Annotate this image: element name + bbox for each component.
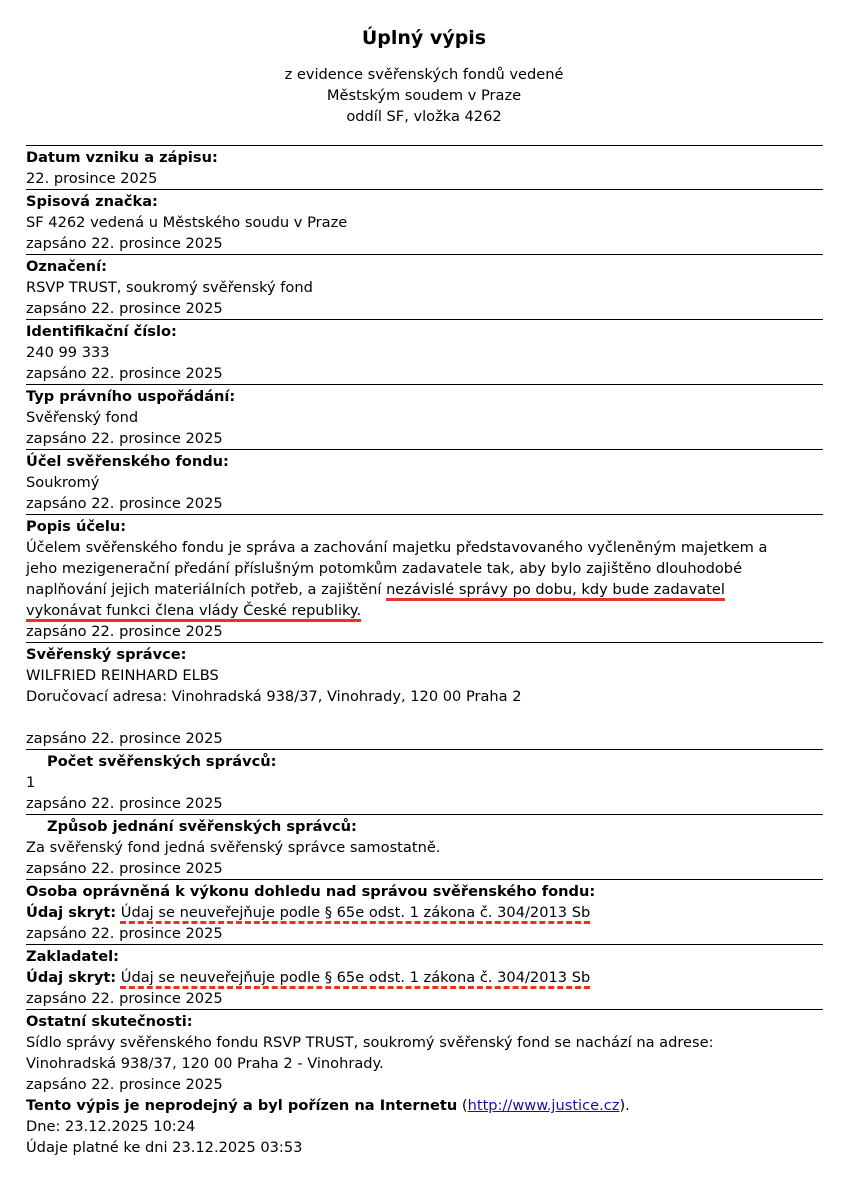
record-date: zapsáno 22. prosince 2025 [26, 1076, 223, 1093]
highlighted-text: nezávislé správy po dobu, kdy bude zadavatel [386, 581, 725, 598]
footer-notice-line [26, 1095, 823, 1116]
record-spisova-znacka [26, 189, 823, 254]
record-value: RSVP TRUST, soukromý svěřenský fond [26, 279, 313, 296]
spacer [26, 707, 823, 728]
record-value: 240 99 333 [26, 344, 110, 361]
highlighted-text: vykonávat funkci člena vlády České republiky. [26, 602, 362, 619]
record-label: Datum vzniku a zápisu: [26, 149, 218, 166]
record-zpusob-jednani [26, 814, 823, 879]
spravce-adresa: Doručovací adresa: Vinohradská 938/37, Vinohrady, 120 00 Praha 2 [26, 688, 522, 705]
subtitle-line-3: oddíl SF, vložka 4262 [346, 108, 502, 125]
record-date: zapsáno 22. prosince 2025 [26, 860, 223, 877]
record-ucel-fondu [26, 449, 823, 514]
record-label: Spisová značka: [26, 193, 158, 210]
record-oznaceni [26, 254, 823, 319]
document-title: Úplný výpis [361, 27, 487, 49]
ostatni-line-2: Vinohradská 938/37, 120 00 Praha 2 - Vinohrady. [26, 1055, 384, 1072]
record-label: Způsob jednání svěřenských správců: [47, 818, 357, 835]
record-date: zapsáno 22. prosince 2025 [26, 795, 223, 812]
record-label: Označení: [26, 258, 107, 275]
popis-line-2: jeho mezigenerační předání příslušným potomkům zadavatele tak, aby bylo zajištěno dlouhodobé [26, 560, 743, 577]
paren-close: ). [619, 1097, 630, 1114]
record-ostatni-skutecnosti [26, 1009, 823, 1095]
hidden-value: Údaj se neuveřejňuje podle § 65e odst. 1 zákona č. 304/2013 Sb [120, 969, 591, 986]
record-date: zapsáno 22. prosince 2025 [26, 365, 223, 382]
record-datum-vzniku [26, 145, 823, 189]
record-osoba-dohledu [26, 879, 823, 944]
popis-line-1: Účelem svěřenského fondu je správa a zachování majetku představovaného vyčleněným majetkem a [26, 539, 768, 556]
record-value: Za svěřenský fond jedná svěřenský správce samostatně. [26, 839, 441, 856]
record-label: Osoba oprávněná k výkonu dohledu nad správou svěřenského fondu: [26, 883, 596, 900]
record-sverensky-spravce [26, 642, 823, 749]
record-pocet-spravcu [26, 749, 823, 814]
subtitle-line-2: Městským soudem v Praze [326, 87, 522, 104]
record-label: Identifikační číslo: [26, 323, 177, 340]
popis-line-4 [26, 600, 823, 621]
record-value: Soukromý [26, 474, 100, 491]
record-label: Popis účelu: [26, 518, 127, 535]
spravce-name: WILFRIED REINHARD ELBS [26, 667, 219, 684]
popis-line-3 [26, 579, 823, 600]
record-value [26, 902, 823, 923]
record-date: zapsáno 22. prosince 2025 [26, 925, 223, 942]
record-date: zapsáno 22. prosince 2025 [26, 235, 223, 252]
record-zakladatel [26, 944, 823, 1009]
document-footer [26, 1095, 823, 1158]
record-typ-pravniho-usporadani [26, 384, 823, 449]
hidden-label: Údaj skryt: [26, 969, 117, 986]
record-label: Počet svěřenských správců: [47, 753, 277, 770]
record-value: 22. prosince 2025 [26, 170, 158, 187]
record-label: Zakladatel: [26, 948, 119, 965]
record-date: zapsáno 22. prosince 2025 [26, 300, 223, 317]
record-date: zapsáno 22. prosince 2025 [26, 990, 223, 1007]
record-identifikacni-cislo [26, 319, 823, 384]
hidden-value: Údaj se neuveřejňuje podle § 65e odst. 1 zákona č. 304/2013 Sb [120, 904, 591, 921]
record-label: Typ právního uspořádání: [26, 388, 236, 405]
records-list [26, 145, 823, 1158]
record-date: zapsáno 22. prosince 2025 [26, 495, 223, 512]
subtitle-line-1: z evidence svěřenských fondů vedené [284, 66, 564, 83]
ostatni-line-1: Sídlo správy svěřenského fondu RSVP TRUST, soukromý svěřenský fond se nachází na adrese: [26, 1034, 714, 1051]
paren-open: ( [457, 1097, 468, 1114]
justice-link[interactable]: http://www.justice.cz [467, 1097, 620, 1114]
footer-date: Dne: 23.12.2025 10:24 [26, 1118, 196, 1135]
record-value: Svěřenský fond [26, 409, 139, 426]
record-value: SF 4262 vedená u Městského soudu v Praze [26, 214, 348, 231]
record-date: zapsáno 22. prosince 2025 [26, 430, 223, 447]
record-popis-ucelu [26, 514, 823, 642]
record-date: zapsáno 22. prosince 2025 [26, 623, 223, 640]
record-date: zapsáno 22. prosince 2025 [26, 730, 223, 747]
record-value [26, 967, 823, 988]
popis-line-3-start: naplňování jejich materiálních potřeb, a zajištění [26, 581, 387, 598]
document-subtitle [0, 64, 848, 127]
record-label: Ostatní skutečnosti: [26, 1013, 193, 1030]
hidden-label: Údaj skryt: [26, 904, 117, 921]
footer-notice: Tento výpis je neprodejný a byl pořízen na Internetu [26, 1097, 458, 1114]
record-label: Svěřenský správce: [26, 646, 187, 663]
record-label: Účel svěřenského fondu: [26, 453, 229, 470]
footer-valid-date: Údaje platné ke dni 23.12.2025 03:53 [26, 1139, 303, 1156]
record-value: 1 [26, 774, 36, 791]
